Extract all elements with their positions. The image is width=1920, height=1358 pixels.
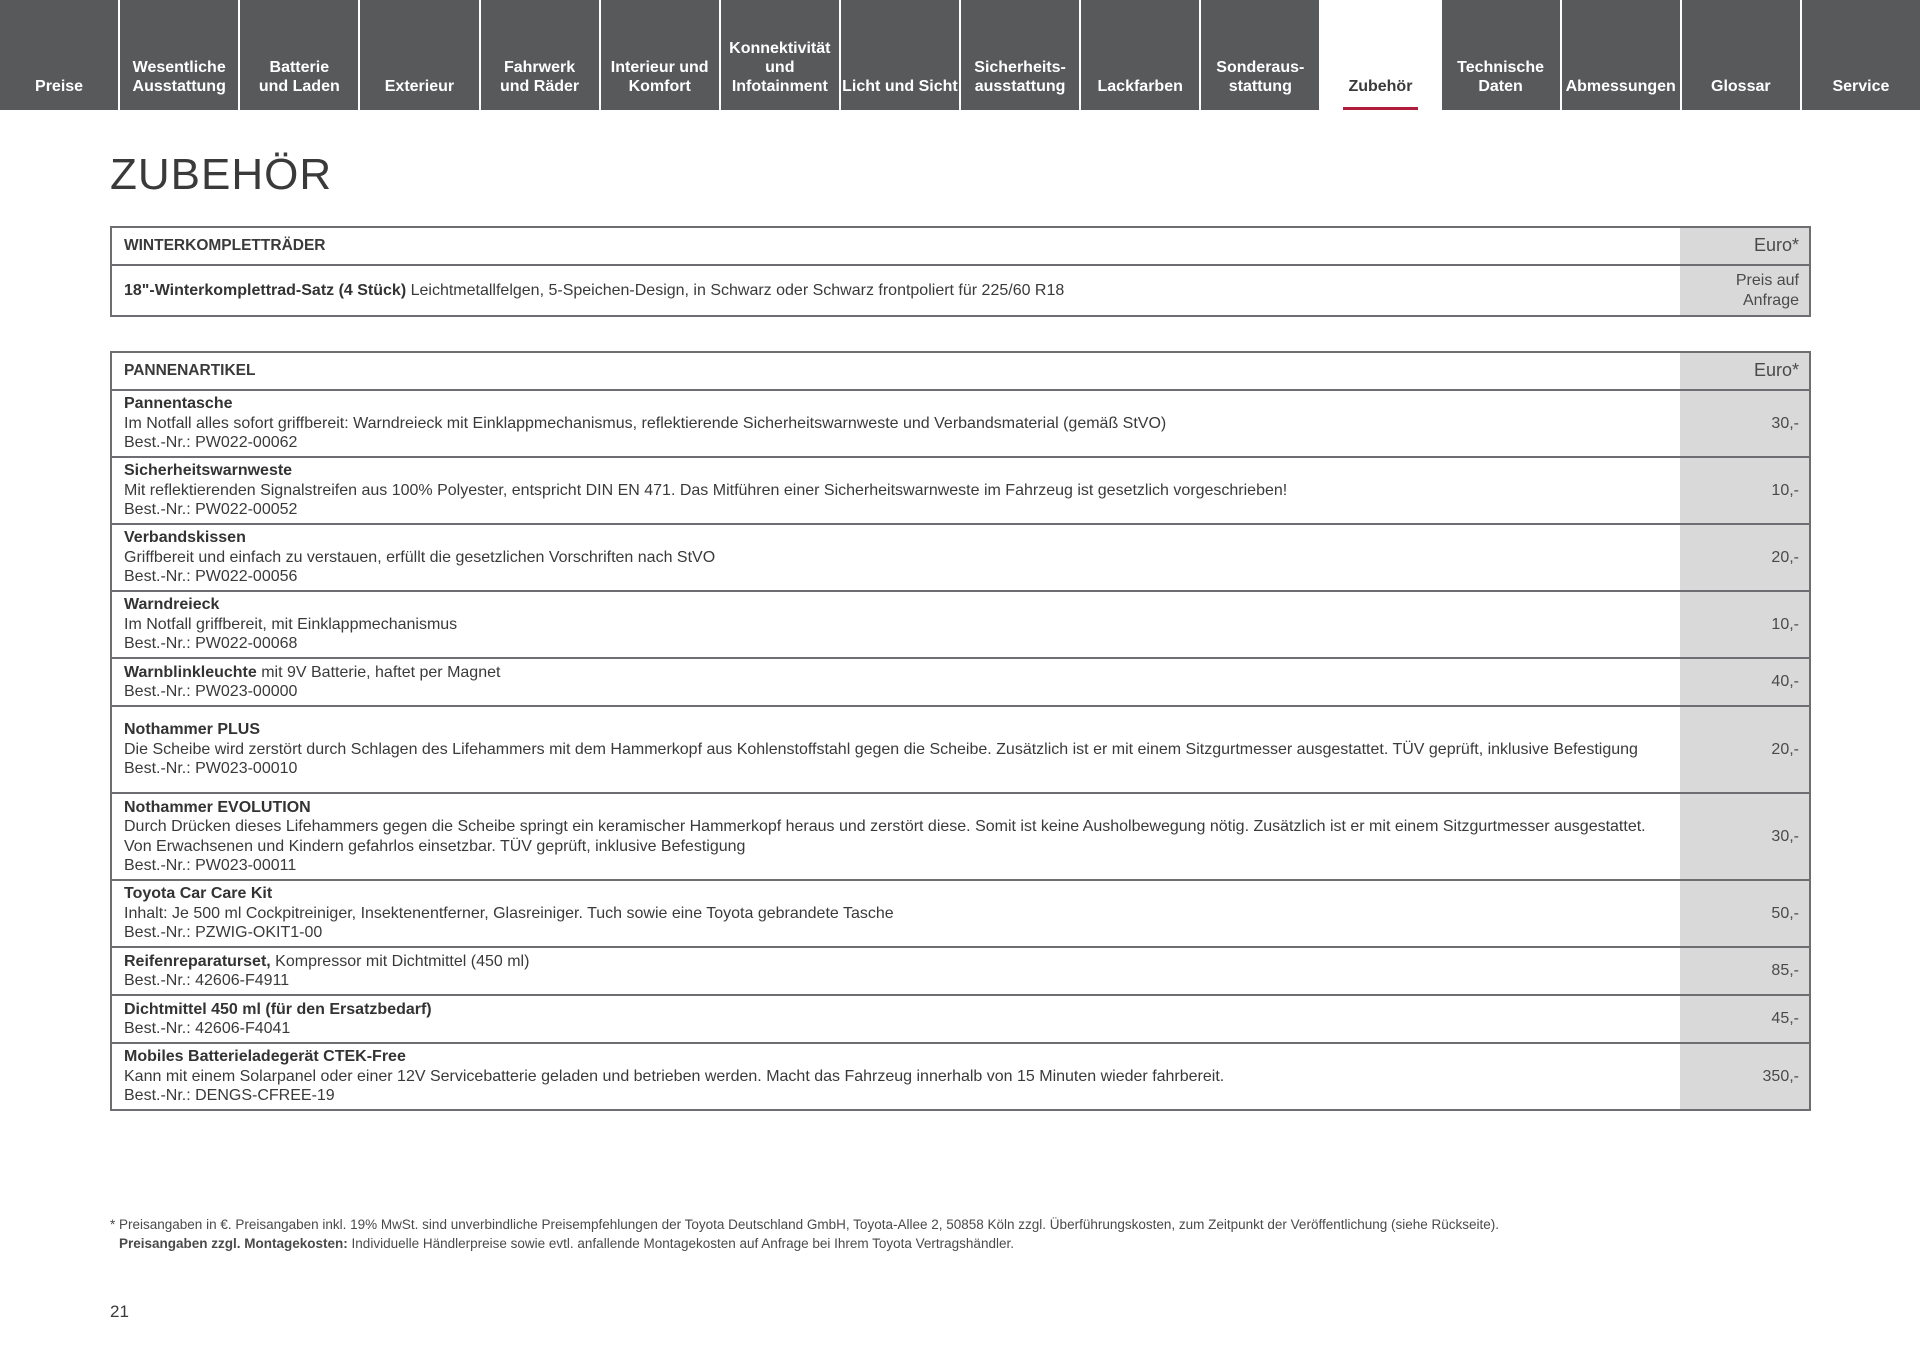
item-name: Nothammer EVOLUTION: [124, 798, 311, 816]
item-inline-text: Kompressor mit Dichtmittel (450 ml): [270, 952, 530, 970]
item-details: Griffbereit und einfach zu verstauen, erfüllt die gesetzlichen Vorschriften nach StVO: [124, 548, 716, 566]
tab-sicherheitsausstattung[interactable]: [961, 0, 1079, 110]
price-text: Preis auf: [1735, 272, 1799, 289]
item-description: [111, 995, 1680, 1043]
tab-interieur-und-komfort[interactable]: [601, 0, 719, 110]
item-description: [111, 524, 1680, 591]
item-name: Warnblinkleuchte: [124, 663, 257, 681]
winter-wheels-table: [110, 226, 1811, 317]
item-part-number: Best.-Nr.: PW022-00062: [124, 434, 298, 452]
tab-lackfarben[interactable]: [1081, 0, 1199, 110]
item-part-number: Best.-Nr.: PW022-00068: [124, 635, 298, 653]
tab-label: Service: [1832, 78, 1890, 95]
item-price: [1680, 265, 1810, 316]
item-title-line: [124, 663, 1668, 683]
table-row: [111, 793, 1810, 880]
item-title-line: [124, 1047, 1668, 1067]
item-name: Sicherheitswarnweste: [124, 462, 293, 480]
item-name: Nothammer PLUS: [124, 721, 261, 739]
price-column-header: Euro*: [1680, 352, 1810, 390]
item-name: Dichtmittel 450 ml (für den Ersatzbedarf): [124, 1000, 432, 1018]
item-details: Im Notfall alles sofort griffbereit: Warndreieck mit Einklappmechanismus, reflektierende Sicherheitswarnweste und Verbandsmaterial (gemäß StVO): [124, 414, 1167, 432]
item-inline-text: mit 9V Batterie, haftet per Magnet: [256, 663, 501, 681]
footnote-bold: Preisangaben zzgl. Montagekosten:: [119, 1236, 348, 1251]
item-details: Die Scheibe wird zerstört durch Schlagen des Lifehammers mit dem Hammerkopf aus Kohlenstoffstahl gegen die Scheibe. Zusätzlich ist er mit einem Sitzgurtmesser ausgestattet. TÜV geprüft, inklusive Befestigung: [124, 740, 1638, 758]
table-row: [111, 995, 1810, 1043]
tab-preise[interactable]: [0, 0, 118, 110]
item-name: 18"-Winterkomplettrad-Satz (4 Stück): [124, 281, 407, 299]
footnote-line: [110, 1234, 1830, 1253]
tab-service[interactable]: [1802, 0, 1920, 110]
tab-label: Sicherheits- ausstattung: [974, 59, 1066, 95]
footnote-line: * Preisangaben in €. Preisangaben inkl. 19% MwSt. sind unverbindliche Preisempfehlungen der Toyota Deutschland GmbH, Toyota-Allee 2, 50858 Köln zzgl. Überführungskosten, zum Zeitpunkt der Veröffentlichung (siehe Rückseite).: [110, 1217, 1500, 1232]
item-part-number: Best.-Nr.: PW023-00010: [124, 760, 298, 778]
item-details: Durch Drücken dieses Lifehammers gegen die Scheibe springt ein keramischer Hammerkopf heraus und zerstört diese. Somit ist keine Ausholbewegung nötig. Zusätzlich ist er mit einem Sitzgurtmesser ausgestattet. Von Erwachsenen und Kindern gefahrlos einsetzbar. TÜV geprüft, inklusive Befestigung: [124, 818, 1646, 855]
item-name: Verbandskissen: [124, 529, 246, 547]
table-header-row: [111, 352, 1810, 390]
tab-technische-daten[interactable]: [1442, 0, 1560, 110]
tab-label: Konnektivität und Infotainment: [729, 40, 831, 95]
item-details: Im Notfall griffbereit, mit Einklappmechanismus: [124, 615, 458, 633]
tab-label: Technische Daten: [1457, 59, 1544, 95]
table-header-label: PANNENARTIKEL: [124, 362, 256, 380]
tab-fahrwerk-und-raeder[interactable]: [481, 0, 599, 110]
tab-licht-und-sicht[interactable]: [841, 0, 959, 110]
tab-label: Fahrwerk und Räder: [500, 59, 580, 95]
tab-label: Preise: [35, 78, 84, 95]
breakdown-items-table: [110, 351, 1811, 1111]
price-column-header: Euro*: [1680, 227, 1810, 265]
tab-sonderausstattung[interactable]: [1201, 0, 1319, 110]
tab-label: Wesentliche Ausstattung: [132, 59, 226, 95]
item-price: 30,-: [1680, 390, 1810, 457]
tab-glossar[interactable]: [1682, 0, 1800, 110]
table-row: [111, 265, 1810, 316]
item-price: 45,-: [1680, 995, 1810, 1043]
price-text: Anfrage: [1742, 291, 1799, 309]
item-price: 20,-: [1680, 524, 1810, 591]
table-header-row: [111, 227, 1810, 265]
table-row: [111, 880, 1810, 947]
item-description: [111, 658, 1680, 706]
item-title-line: [124, 952, 1668, 972]
item-description: [111, 880, 1680, 947]
item-description: [111, 706, 1680, 793]
item-name: Pannentasche: [124, 395, 233, 413]
item-price: 350,-: [1680, 1043, 1810, 1110]
item-details: Inhalt: Je 500 ml Cockpitreiniger, Insektenentferner, Glasreiniger. Tuch sowie eine Toyota gebrandete Tasche: [124, 904, 894, 922]
item-part-number: Best.-Nr.: PW023-00011: [124, 857, 297, 874]
item-part-number: Best.-Nr.: 42606-F4041: [124, 1020, 291, 1037]
tab-label: Abmessungen: [1565, 78, 1676, 95]
tab-label: Interieur und Komfort: [610, 59, 709, 95]
item-part-number: Best.-Nr.: PZWIG-OKIT1-00: [124, 924, 323, 942]
item-title-line: [124, 798, 1668, 818]
item-title-line: [124, 528, 1668, 548]
item-price: 40,-: [1680, 658, 1810, 706]
item-title-line: [124, 1000, 1668, 1020]
item-inline-text: Leichtmetallfelgen, 5-Speichen-Design, in Schwarz oder Schwarz frontpoliert für 225/60 R18: [406, 281, 1065, 299]
item-description: [111, 1043, 1680, 1110]
page-title: ZUBEHÖR: [110, 150, 333, 199]
item-title-line: [124, 884, 1668, 904]
item-part-number: Best.-Nr.: PW022-00052: [124, 501, 298, 519]
page-number: 21: [110, 1302, 129, 1321]
table-row: [111, 706, 1810, 793]
tab-konnektivitaet[interactable]: [721, 0, 839, 110]
table-row: [111, 1043, 1810, 1110]
item-description: [111, 265, 1680, 316]
item-details: Mit reflektierenden Signalstreifen aus 100% Polyester, entspricht DIN EN 471. Das Mitführen einer Sicherheitswarnweste im Fahrzeug ist gesetzlich vorgeschrieben!: [124, 481, 1288, 499]
tab-batterie-und-laden[interactable]: [240, 0, 358, 110]
item-description: [111, 457, 1680, 524]
table-row: [111, 390, 1810, 457]
item-description: [111, 390, 1680, 457]
top-navigation: [0, 0, 1920, 110]
tab-label: Lackfarben: [1097, 78, 1183, 95]
tab-abmessungen[interactable]: [1562, 0, 1680, 110]
item-title-line: [124, 461, 1668, 481]
tab-label: Exterieur: [384, 78, 455, 95]
tab-label: Sonderaus- stattung: [1216, 59, 1305, 95]
item-price: 30,-: [1680, 793, 1810, 880]
item-description: [111, 793, 1680, 880]
item-part-number: Best.-Nr.: 42606-F4911: [124, 972, 290, 989]
table-row: [111, 457, 1810, 524]
table-header-label: WINTERKOMPLETTRÄDER: [124, 237, 326, 255]
item-name: Reifenreparaturset,: [124, 952, 271, 970]
tab-zubehoer[interactable]: [1321, 0, 1439, 110]
item-details: Kann mit einem Solarpanel oder einer 12V Servicebatterie geladen und betrieben werden. Macht das Fahrzeug innerhalb von 15 Minuten wieder fahrbereit.: [124, 1067, 1225, 1085]
table-row: [111, 658, 1810, 706]
item-part-number: Best.-Nr.: PW022-00056: [124, 568, 298, 586]
tab-label: Glossar: [1711, 78, 1771, 95]
item-part-number: Best.-Nr.: DENGS-CFREE-19: [124, 1087, 335, 1105]
table-row: [111, 591, 1810, 658]
tab-exterieur[interactable]: [360, 0, 478, 110]
tab-wesentliche-ausstattung[interactable]: [120, 0, 238, 110]
item-price: 20,-: [1680, 706, 1810, 793]
item-price: 10,-: [1680, 457, 1810, 524]
footnote-text: Individuelle Händlerpreise sowie evtl. anfallende Montagekosten auf Anfrage bei Ihrem Toyota Vertragshändler.: [347, 1236, 1014, 1251]
item-price: 10,-: [1680, 591, 1810, 658]
tab-label: Batterie und Laden: [258, 59, 340, 95]
table-row: [111, 947, 1810, 995]
table-row: [111, 524, 1810, 591]
tab-label: Zubehör: [1348, 78, 1413, 95]
item-part-number: Best.-Nr.: PW023-00000: [124, 683, 298, 700]
item-description: [111, 591, 1680, 658]
footnote: [110, 1215, 1830, 1253]
item-name: Warndreieck: [124, 596, 220, 614]
item-title-line: [124, 720, 1668, 740]
item-price: 50,-: [1680, 880, 1810, 947]
item-title-line: [124, 595, 1668, 615]
item-name: Toyota Car Care Kit: [124, 885, 273, 903]
item-price: 85,-: [1680, 947, 1810, 995]
item-description: [111, 947, 1680, 995]
item-name: Mobiles Batterieladegerät CTEK-Free: [124, 1048, 406, 1066]
item-title-line: [124, 394, 1668, 414]
tab-label: Licht und Sicht: [842, 78, 958, 95]
